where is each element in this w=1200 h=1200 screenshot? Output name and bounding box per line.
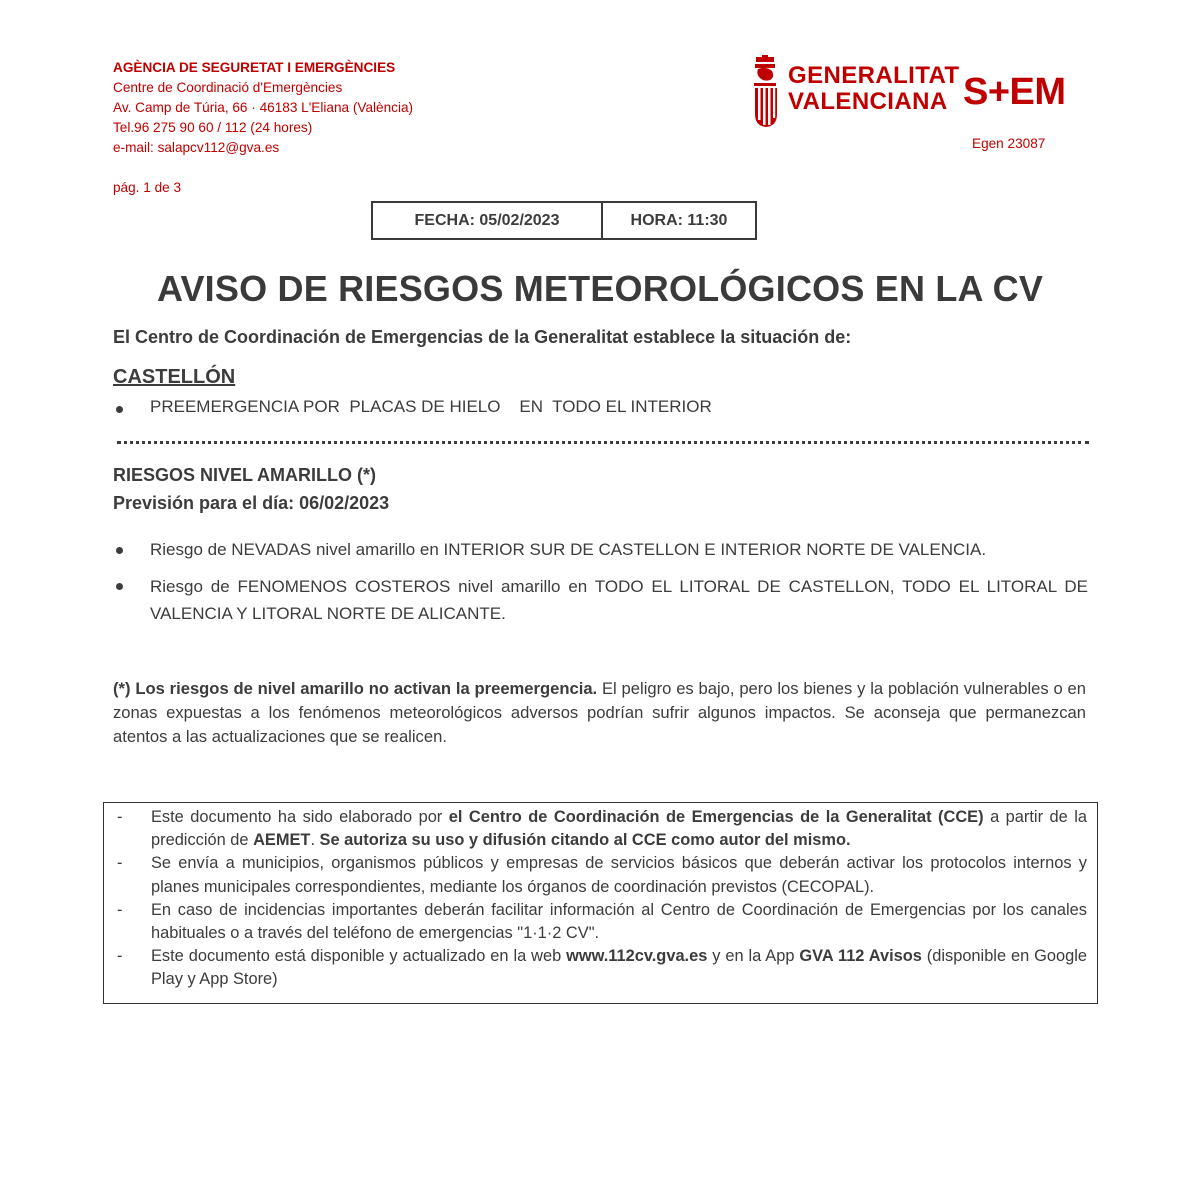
info-item [114,806,1087,852]
date-cell: FECHA: 05/02/2023 [373,203,603,238]
yellow-risk-note [113,677,1086,749]
risk-item [113,573,1088,627]
info-bold: AEMET [253,831,311,850]
agency-address: Av. Camp de Túria, 66 · 46183 L'Eliana (València) [113,100,414,115]
page-number: pág. 1 de 3 [113,180,182,195]
info-item [114,852,1087,898]
info-bold: Se autoriza su uso y difusión citando al CCE como autor del mismo. [319,831,851,850]
dash-marker: - [117,808,123,826]
time-cell: HORA: 11:30 [630,211,728,229]
info-text: Se envía a municipios, organismos públicos y empresas de servicios básicos que deberán activar los protocolos internos y planes municipales correspondientes, mediante los órganos de coordinación previstos (CECOPAL). [151,854,1087,896]
info-text: Este documento ha sido elaborado por [151,808,449,826]
risk-text: Riesgo de FENOMENOS COSTEROS nivel amarillo en TODO EL LITORAL DE CASTELLON, TODO EL LITORAL DE VALENCIA Y LITORAL NORTE DE ALICANTE. [150,577,1088,623]
dash-marker: - [117,947,123,966]
note-bold: (*) Los riesgos de nivel amarillo no activan la preemergencia. [113,679,598,698]
info-text: y en la App [707,947,800,966]
note-text: El peligro es bajo, pero los bienes y la población vulnerables o en zonas expuestas a los fenómenos meteorológicos adversos podrían sufrir algunos impactos. Se aconseja que permanezcan atentos a las actualizaciones que se realicen. [113,679,1086,746]
agency-phone: Tel.96 275 90 60 / 112 (24 hores) [113,120,313,135]
yellow-risk-heading: RIESGOS NIVEL AMARILLO (*) [113,465,377,485]
bullet-icon [116,547,123,554]
intro-text: El Centro de Coordinación de Emergencias de la Generalitat establece la situación de: [113,327,852,347]
info-item [114,945,1087,991]
document-code: Egen 23087 [972,136,1046,151]
info-text: . [310,831,320,850]
sem-logo: S+EM [963,71,1066,113]
dash-marker: - [117,900,123,919]
agency-header [113,58,413,158]
forecast-date: Previsión para el día: 06/02/2023 [113,493,390,513]
info-box [103,802,1098,1004]
coat-of-arms-icon [752,55,780,129]
info-text: (disponible en Google Play y App Store) [151,947,1087,989]
preemergency-text: PREEMERGENCIA POR PLACAS DE HIELO EN TODO EL INTERIOR [150,397,712,416]
agency-email: e-mail: salapcv112@gva.es [113,140,280,155]
info-text: a partir de la predicción de [151,808,1088,850]
bullet-icon [116,583,123,590]
risk-item [113,537,1088,563]
province-heading: CASTELLÓN [113,366,236,388]
dash-marker: - [117,854,123,873]
generalitat-logo [752,55,960,129]
generalitat-line-1: GENERALITAT [788,62,960,89]
date-time-box [371,201,757,240]
agency-name: AGÈNCIA DE SEGURETAT I EMERGÈNCIES [113,60,396,75]
generalitat-wordmark [788,63,960,115]
agency-centre: Centre de Coordinació d'Emergències [113,80,343,95]
bullet-icon [116,406,123,413]
info-item [114,899,1087,945]
generalitat-line-2: VALENCIANA [788,88,948,115]
dotted-divider [117,441,1089,444]
app-name: GVA 112 Avisos [799,947,922,966]
risk-text: Riesgo de NEVADAS nivel amarillo en INTERIOR SUR DE CASTELLON E INTERIOR NORTE DE VALENCIA. [150,540,987,559]
info-text: En caso de incidencias importantes deberán facilitar información al Centro de Coordinación de Emergencias por los canales habituales o a través del teléfono de emergencias "1·1·2 CV". [151,900,1087,943]
document-title: AVISO DE RIESGOS METEOROLÓGICOS EN LA CV [156,268,1044,309]
info-text: Este documento está disponible y actualizado en la web [151,947,567,966]
website-link[interactable]: www.112cv.gva.es [566,947,708,966]
info-bold: el Centro de Coordinación de Emergencias de la Generalitat (CCE) [448,808,984,826]
